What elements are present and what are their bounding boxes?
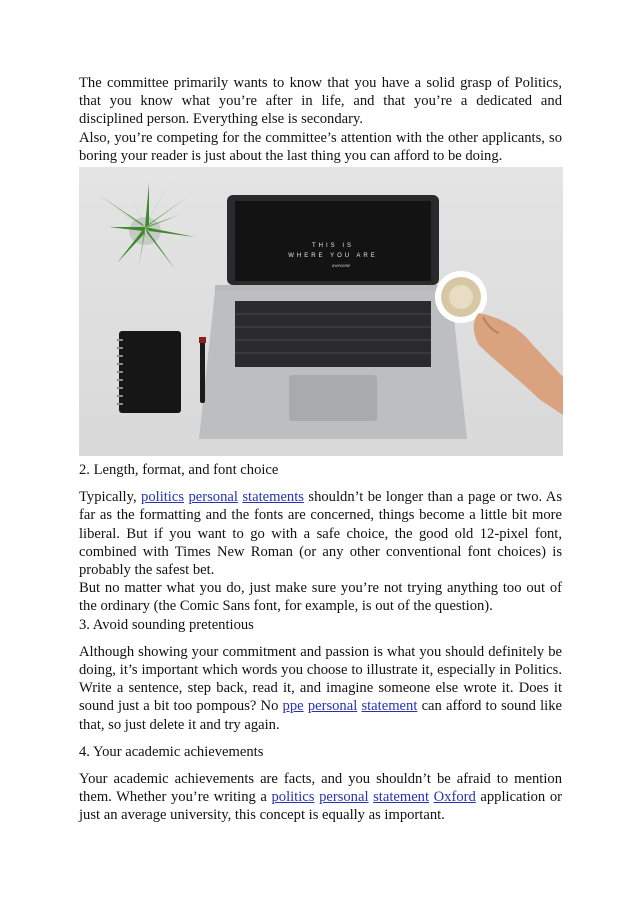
link-statement[interactable]: statement bbox=[361, 698, 418, 715]
link-personal[interactable]: personal bbox=[319, 789, 369, 806]
section-2-paragraph-2: But no matter what you do, just make sure you’re not trying anything too out of the ordinary (the Comic Sans font, for example, is out of the question). bbox=[79, 580, 562, 615]
pen-icon bbox=[199, 337, 206, 403]
link-personal[interactable]: personal bbox=[188, 489, 238, 506]
intro-paragraph-1: The committee primarily wants to know that you have a solid grasp of Politics, that you know what you’re after in life, and that you’re a dedicated and disciplined person. Everything else is secondary. bbox=[79, 75, 562, 128]
link-personal[interactable]: personal bbox=[307, 698, 358, 715]
link-politics[interactable]: politics bbox=[141, 489, 185, 506]
text-span: application or just an average university, this concept is equally as important. bbox=[79, 789, 562, 824]
section-3-heading: 3. Avoid sounding pretentious bbox=[79, 616, 254, 633]
text-span: Your academic achievements are facts, and you shouldn’t be afraid to mention them. Whether you’re writing a bbox=[79, 771, 562, 806]
text-span: can afford to sound like that, so just delete it and try again. bbox=[79, 698, 563, 733]
section-2-paragraph-1 bbox=[79, 488, 562, 579]
link-ppe[interactable]: ppe bbox=[282, 698, 304, 715]
text-span: Typically, bbox=[79, 489, 142, 506]
screen-text-3: awesome bbox=[331, 264, 351, 270]
plant-icon bbox=[99, 179, 195, 269]
desk-laptop-photo bbox=[79, 167, 563, 456]
section-2-heading: 2. Length, format, and font choice bbox=[79, 462, 279, 479]
section-3-paragraph-1 bbox=[79, 643, 562, 734]
intro-paragraph-2: Also, you’re competing for the committee’s attention with the other applicants, so boring your reader is just about the last thing you can afford to be doing. bbox=[79, 129, 562, 164]
text-span: shouldn’t be longer than a page or two. As far as the formatting and the fonts are concerned, things become a little bit more liberal. But if you want to go with a safe choice, the good old 12-pixel font, combined with Times New Roman (or any other conventional font choices) is probably the safest bet. bbox=[79, 489, 562, 579]
desk-photo-illustration bbox=[79, 167, 563, 456]
screen-text-1: THIS IS bbox=[311, 243, 355, 250]
document-page bbox=[79, 74, 562, 825]
section-4-paragraph-1 bbox=[79, 770, 562, 825]
hand-icon bbox=[474, 313, 563, 415]
notebook-icon bbox=[117, 331, 181, 413]
laptop-icon bbox=[199, 195, 467, 439]
text-span: Although showing your commitment and passion is what you should definitely be doing, it’s important which words you choose to illustrate it, especially in Politics. Write a sentence, step back, read it, and imagine someone else wrote it. Does it sound just a bit too pompous? No bbox=[79, 643, 562, 715]
link-oxford[interactable]: Oxford bbox=[433, 789, 476, 806]
link-statements[interactable]: statements bbox=[242, 489, 304, 506]
screen-text-2: WHERE YOU ARE bbox=[288, 253, 378, 260]
link-politics[interactable]: politics bbox=[271, 789, 315, 806]
link-statement[interactable]: statement bbox=[373, 789, 430, 806]
section-4-heading: 4. Your academic achievements bbox=[79, 743, 264, 760]
